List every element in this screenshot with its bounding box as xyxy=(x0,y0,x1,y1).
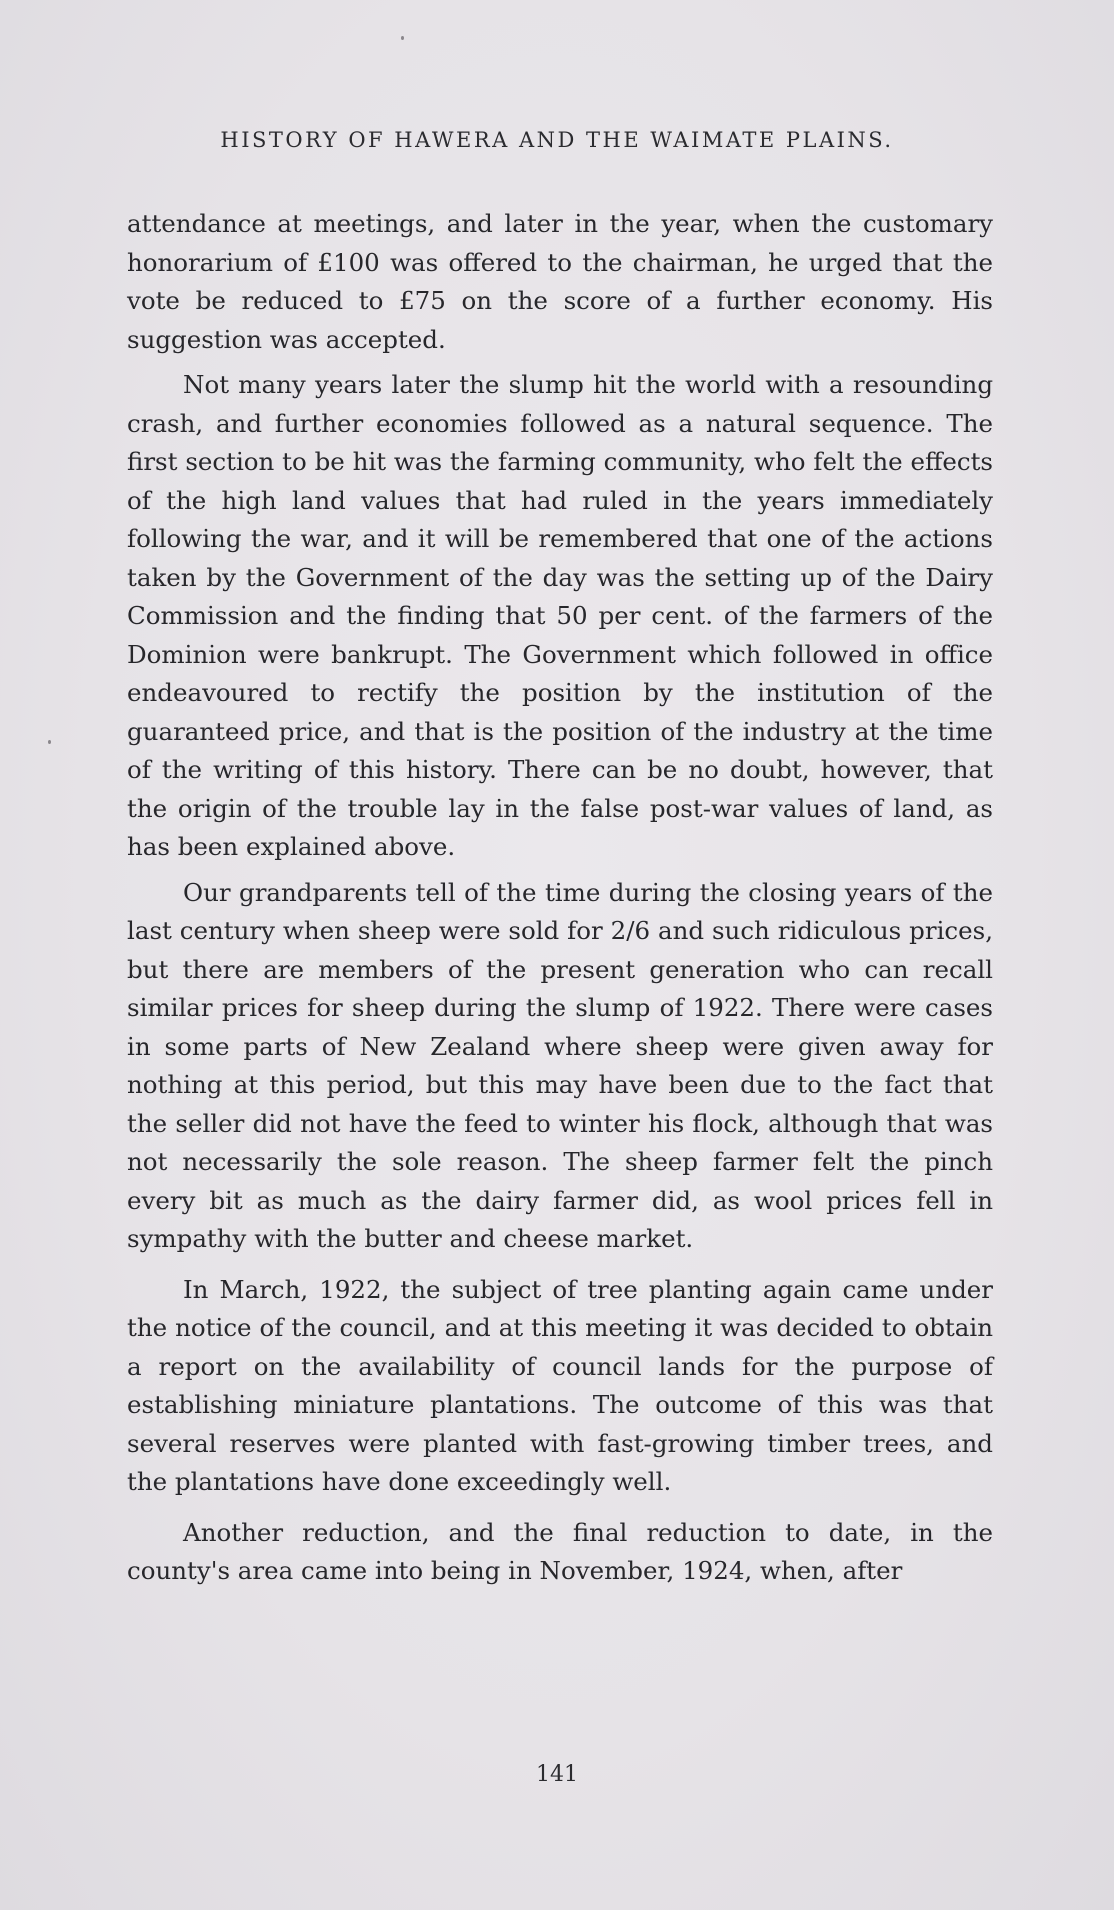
paragraph: Another reduction, and the final reduction to date, in the county's area came into being in November, 1924, when, after xyxy=(127,1517,993,1585)
paragraph: Our grandparents tell of the time during the closing years of the last century when sheep were sold for 2/6 and such ridiculous prices, but there are members of the present generation who can recall similar prices for sheep during the slump of 1922. There were cases in some parts of New Zealand where sheep were given away for nothing at this period, but this may have been due to the fact that the seller did not have the feed to winter his flock, although that was not necessarily the sole reason. The sheep farmer felt the pinch every bit as much as the dairy farmer did, as wool prices fell in sympathy with the butter and cheese market. xyxy=(127,877,993,1253)
ink-speck xyxy=(48,740,51,744)
ink-speck xyxy=(401,36,404,40)
page-number: 141 xyxy=(536,1762,578,1787)
paragraph: attendance at meetings, and later in the year, when the customary honorarium of £100 was offered to the chairman, he urged that the vote be reduced to £75 on the score of a further economy. His suggestion was accepted. xyxy=(127,209,993,354)
body-text xyxy=(127,205,993,1598)
running-title: HISTORY OF HAWERA AND THE WAIMATE PLAINS. xyxy=(220,128,894,152)
paragraph: Not many years later the slump hit the world with a resounding crash, and further economies followed as a natural sequence. The first section to be hit was the farming community, who felt the effects of the high land values that had ruled in the years immediately following the war, and it will be remembered that one of the actions taken by the Government of the day was the setting up of the Dairy Commission and the finding that 50 per cent. of the farmers of the Dominion were bankrupt. The Government which followed in office endeavoured to rectify the position by the institution of the guaranteed price, and that is the position of the industry at the time of the writing of this history. There can be no doubt, however, that the origin of the trouble lay in the false post-war values of land, as has been explained above. xyxy=(127,370,993,861)
paragraph: In March, 1922, the subject of tree planting again came under the notice of the council, and at this meeting it was decided to obtain a report on the availability of council lands for the purpose of establishing miniature plantations. The outcome of this was that several reserves were planted with fast-growing timber trees, and the plantations have done exceedingly well. xyxy=(127,1274,993,1496)
